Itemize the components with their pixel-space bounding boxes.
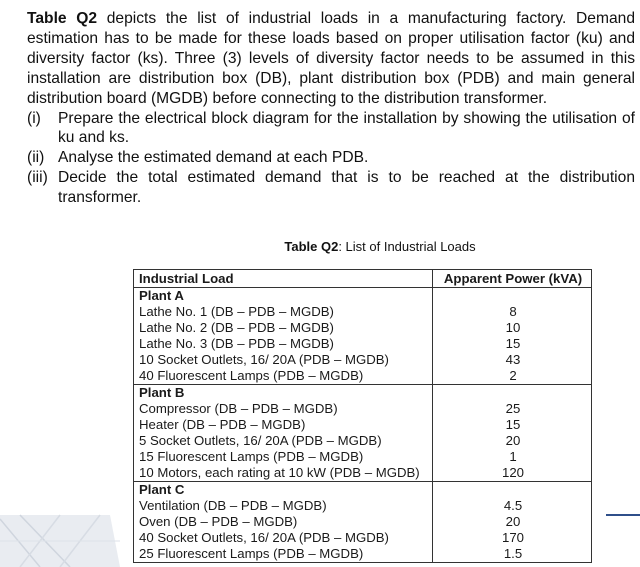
question-table-ref: Table Q2 [27,10,98,27]
load-name-cell: 15 Fluorescent Lamps (PDB – MGDB) [134,449,433,465]
load-name-cell: 10 Motors, each rating at 10 kW (PDB – MGDB) [134,465,433,482]
apparent-power-cell: 2 [433,368,592,385]
table-row [134,336,592,352]
table-row [134,449,592,465]
plant-name: Plant C [134,482,433,499]
apparent-power-cell: 4.5 [433,498,592,514]
table-row [134,465,592,482]
decorative-corner-line [606,505,640,567]
table-row [134,433,592,449]
part-number: (i) [27,109,41,127]
plant-name: Plant A [134,288,433,305]
plant-header-empty-cell [433,482,592,499]
question-part [27,148,635,168]
table-caption [0,239,640,254]
plant-name: Plant B [134,385,433,402]
load-name-cell: 25 Fluorescent Lamps (PDB – MGDB) [134,546,433,563]
table-row [134,304,592,320]
part-number: (iii) [27,169,48,187]
table-row [134,368,592,385]
apparent-power-cell: 120 [433,465,592,482]
apparent-power-cell: 10 [433,320,592,336]
loads-table [133,269,592,563]
load-name-cell: Oven (DB – PDB – MGDB) [134,514,433,530]
table-row [134,417,592,433]
part-number: (ii) [27,149,45,167]
load-name-cell: Lathe No. 2 (DB – PDB – MGDB) [134,320,433,336]
question-intro [27,9,635,109]
apparent-power-cell: 170 [433,530,592,546]
apparent-power-cell: 43 [433,352,592,368]
plant-header-empty-cell [433,288,592,305]
table-row [134,320,592,336]
apparent-power-cell: 1 [433,449,592,465]
question-parts [27,109,635,209]
apparent-power-cell: 20 [433,433,592,449]
apparent-power-cell: 8 [433,304,592,320]
table-body [134,288,592,563]
part-text: Analyse the estimated demand at each PDB. [58,149,369,167]
part-text: Decide the total estimated demand that is to be reached at the distribution transformer. [58,169,635,207]
header-apparent-power: Apparent Power (kVA) [433,270,592,288]
load-name-cell: Heater (DB – PDB – MGDB) [134,417,433,433]
table-row [134,546,592,563]
table-row [134,352,592,368]
plant-header-row [134,482,592,499]
header-industrial-load: Industrial Load [134,270,433,288]
load-name-cell: Lathe No. 3 (DB – PDB – MGDB) [134,336,433,352]
apparent-power-cell: 15 [433,417,592,433]
table-row [134,530,592,546]
apparent-power-cell: 15 [433,336,592,352]
question-part [27,168,635,208]
load-name-cell: Compressor (DB – PDB – MGDB) [134,401,433,417]
question-text [27,9,635,208]
load-name-cell: 40 Socket Outlets, 16/ 20A (PDB – MGDB) [134,530,433,546]
table-row [134,514,592,530]
load-name-cell: Ventilation (DB – PDB – MGDB) [134,498,433,514]
apparent-power-cell: 25 [433,401,592,417]
plant-header-row [134,288,592,305]
apparent-power-cell: 20 [433,514,592,530]
caption-label: Table Q2 [284,239,339,254]
decorative-corner-graphic [0,505,120,567]
part-text: Prepare the electrical block diagram for the installation by showing the utilisation of ku and ks. [58,109,635,147]
apparent-power-cell: 1.5 [433,546,592,563]
table-header-row [134,270,592,288]
load-name-cell: 10 Socket Outlets, 16/ 20A (PDB – MGDB) [134,352,433,368]
load-name-cell: 40 Fluorescent Lamps (PDB – MGDB) [134,368,433,385]
table-row [134,498,592,514]
load-name-cell: 5 Socket Outlets, 16/ 20A (PDB – MGDB) [134,433,433,449]
question-part [27,109,635,149]
plant-header-row [134,385,592,402]
question-intro-text: depicts the list of industrial loads in a manufacturing factory. Demand estimation has to be made for these loads based on proper utilisation factor (ku) and diversity factor (ks). Three (3) levels of diversity factor needs to be assumed in this installation are distribution box (DB), plant distribution box (PDB) and main general distribution board (MGDB) before connecting to the distribution transformer. [27,10,635,107]
caption-text: : List of Industrial Loads [338,239,476,254]
table-row [134,401,592,417]
plant-header-empty-cell [433,385,592,402]
load-name-cell: Lathe No. 1 (DB – PDB – MGDB) [134,304,433,320]
